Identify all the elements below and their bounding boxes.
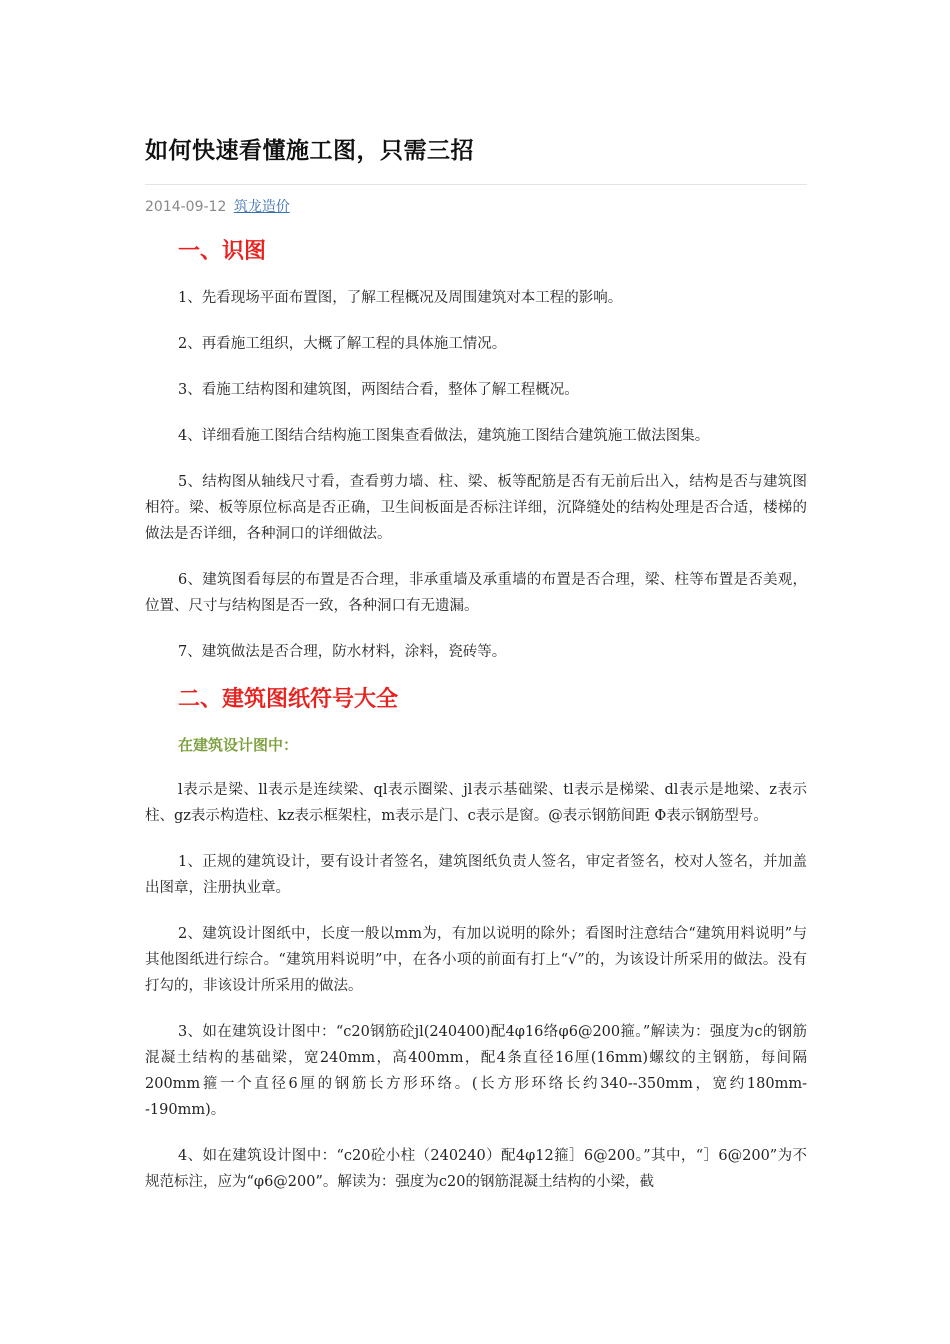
paragraph: 6、建筑图看每层的布置是否合理，非承重墙及承重墙的布置是否合理，梁、柱等布置是否美观，位置、尺寸与结构图是否一致，各种洞口有无遗漏。 [145, 572, 807, 614]
source-link[interactable]: 筑龙造价 [233, 199, 290, 215]
article [145, 128, 807, 1215]
paragraph: 2、再看施工组织，大概了解工程的具体施工情况。 [178, 336, 507, 352]
article-title: 如何快速看懂施工图，只需三招 [145, 138, 474, 164]
section-heading-symbols: 二、建筑图纸符号大全 [178, 687, 399, 712]
paragraph: l表示是梁、ll表示是连续梁、ql表示圈梁、jl表示基础梁、tl表示是梯梁、dl表示是地梁、z表示柱、gz表示构造柱、kz表示框架柱，m表示是门、c表示是窗。@表示钢筋间距 Φ表示钢筋型号。 [145, 782, 807, 824]
paragraph: 4、如在建筑设计图中：“c20砼小柱（240240）配4φ12箍］6@200。”其中，“］6@200”为不规范标注，应为“φ6@200”。解读为：强度为c20的钢筋混凝土结构的小梁，截 [145, 1148, 807, 1190]
publish-date: 2014-09-12 [145, 199, 227, 215]
paragraph: 2、建筑设计图纸中，长度一般以mm为，有加以说明的除外；看图时注意结合“建筑用料说明”与其他图纸进行综合。“建筑用料说明”中，在各小项的前面有打上“√”的，为该设计所采用的做法。没有打勾的，非该设计所采用的做法。 [145, 926, 807, 994]
paragraph: 1、先看现场平面布置图，了解工程概况及周围建筑对本工程的影响。 [178, 290, 623, 306]
paragraph: 7、建筑做法是否合理，防水材料，涂料，瓷砖等。 [178, 644, 507, 660]
paragraph: 1、正规的建筑设计，要有设计者签名，建筑图纸负责人签名，审定者签名，校对人签名，并加盖出图章，注册执业章。 [145, 854, 807, 896]
paragraph: 4、详细看施工图结合结构施工图集查看做法，建筑施工图结合建筑施工做法图集。 [178, 428, 710, 444]
article-meta [145, 197, 807, 217]
section-heading-reading: 一、识图 [178, 239, 267, 264]
paragraph: 3、看施工结构图和建筑图，两图结合看，整体了解工程概况。 [178, 382, 579, 398]
paragraph: 5、结构图从轴线尺寸看，查看剪力墙、柱、梁、板等配筋是否有无前后出入，结构是否与建筑图相符。梁、板等原位标高是否正确，卫生间板面是否标注详细，沉降缝处的结构处理是否合适，楼梯的做法是否详细，各种洞口的详细做法。 [145, 474, 807, 542]
paragraph: 3、如在建筑设计图中：“c20钢筋砼jl(240400)配4φ16络φ6@200箍。”解读为：强度为c的钢筋混凝土结构的基础梁，宽240mm，高400mm，配4条直径16厘(16mm)螺纹的主钢筋，每间隔200mm箍一个直径6厘的钢筋长方形环络。(长方形环络长约340--350mm，宽约180mm--190mm)。 [145, 1024, 807, 1118]
title-divider [145, 184, 807, 185]
subheading: 在建筑设计图中： [178, 736, 299, 754]
